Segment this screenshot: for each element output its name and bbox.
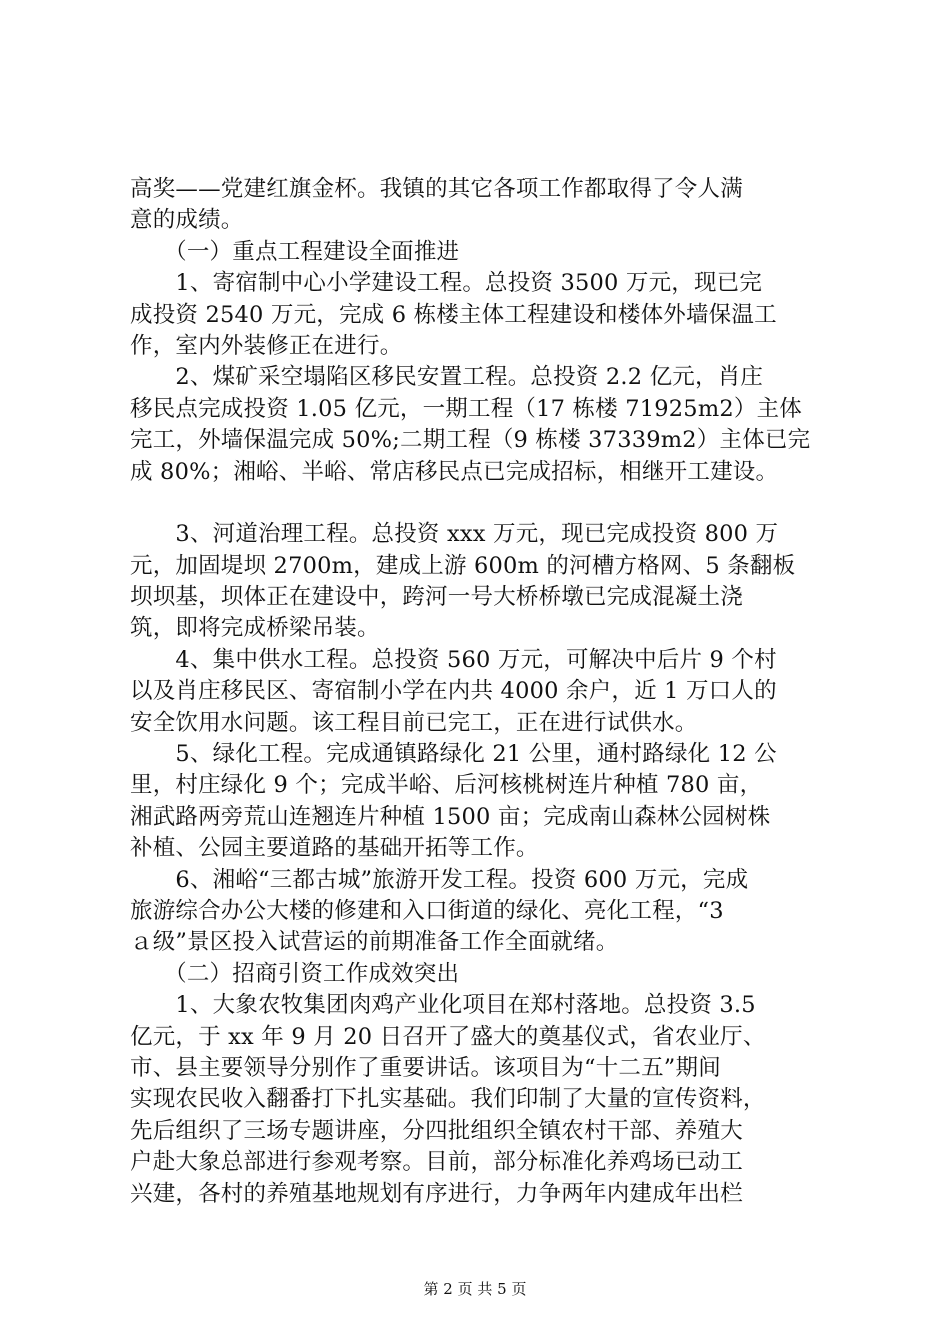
- text-line: 4、集中供水工程。总投资 560 万元，可解决中后片 9 个村: [130, 646, 777, 673]
- text-line: 市、县主要领导分别作了重要讲话。该项目为“十二五”期间: [130, 1054, 721, 1081]
- text-line: 3、河道治理工程。总投资 xxx 万元，现已完成投资 800 万: [130, 521, 779, 548]
- text-line: 补植、公园主要道路的基础开拓等工作。: [130, 835, 539, 862]
- document-body: [130, 174, 835, 1210]
- text-line: 坝坝基，坝体正在建设中，跨河一号大桥桥墩已完成混凝土浇: [130, 584, 743, 611]
- text-line: 成 80%；湘峪、半峪、常店移民点已完成招标，相继开工建设。: [130, 458, 779, 485]
- text-line: 1、大象农牧集团肉鸡产业化项目在郑村落地。总投资 3.5: [130, 992, 756, 1019]
- text-line: 成投资 2540 万元，完成 6 栋楼主体工程建设和楼体外墙保温工: [130, 301, 777, 328]
- text-line: 1、寄宿制中心小学建设工程。总投资 3500 万元，现已完: [130, 270, 763, 297]
- text-line: 户赴大象总部进行参观考察。目前，部分标准化养鸡场已动工: [130, 1149, 743, 1176]
- text-line: 安全饮用水问题。该工程目前已完工，正在进行试供水。: [130, 709, 698, 736]
- section-heading: （一）重点工程建设全面推进: [130, 238, 460, 265]
- text-line: 作，室内外装修正在进行。: [130, 332, 403, 359]
- text-line: 兴建，各村的养殖基地规划有序进行，力争两年内建成年出栏: [130, 1180, 743, 1207]
- text-line: 5、绿化工程。完成通镇路绿化 21 公里，通村路绿化 12 公: [130, 741, 777, 768]
- text-line: 以及肖庄移民区、寄宿制小学在内共 4000 余户，近 1 万口人的: [130, 678, 777, 705]
- text-line: 意的成绩。: [130, 207, 244, 234]
- page-number: 第 2 页 共 5 页: [423, 1280, 527, 1298]
- text-line: 元，加固堤坝 2700m，建成上游 600m 的河槽方格网、5 条翻板: [130, 552, 796, 579]
- text-line: 高奖——党建红旗金杯。我镇的其它各项工作都取得了令人满: [130, 176, 743, 202]
- text-line: 筑，即将完成桥梁吊装。: [130, 615, 380, 642]
- text-line: 湘武路两旁荒山连翘连片种植 1500 亩；完成南山森林公园树株: [130, 803, 771, 830]
- text-line: ａ级”景区投入试营运的前期准备工作全面就绪。: [130, 929, 619, 956]
- section-heading: （二）招商引资工作成效突出: [130, 960, 460, 987]
- text-line: 完工，外墙保温完成 50%;二期工程（9 栋楼 37339m2）主体已完: [130, 427, 811, 454]
- text-line: 旅游综合办公大楼的修建和入口街道的绿化、亮化工程，“3: [130, 898, 724, 924]
- text-line: 2、煤矿采空塌陷区移民安置工程。总投资 2.2 亿元，肖庄: [130, 364, 764, 391]
- text-line: 亿元，于 xx 年 9 月 20 日召开了盛大的奠基仪式，省农业厅、: [130, 1023, 766, 1050]
- text-line: 实现农民收入翻番打下扎实基础。我们印制了大量的宣传资料，: [130, 1086, 766, 1113]
- text-line: 移民点完成投资 1.05 亿元，一期工程（17 栋楼 71925m2）主体: [130, 395, 802, 422]
- text-line: 里，村庄绿化 9 个；完成半峪、后河核桃树连片种植 780 亩，: [130, 772, 763, 799]
- text-line: 6、湘峪“三都古城”旅游开发工程。投资 600 万元，完成: [130, 866, 749, 893]
- text-line: 先后组织了三场专题讲座，分四批组织全镇农村干部、养殖大: [130, 1117, 743, 1144]
